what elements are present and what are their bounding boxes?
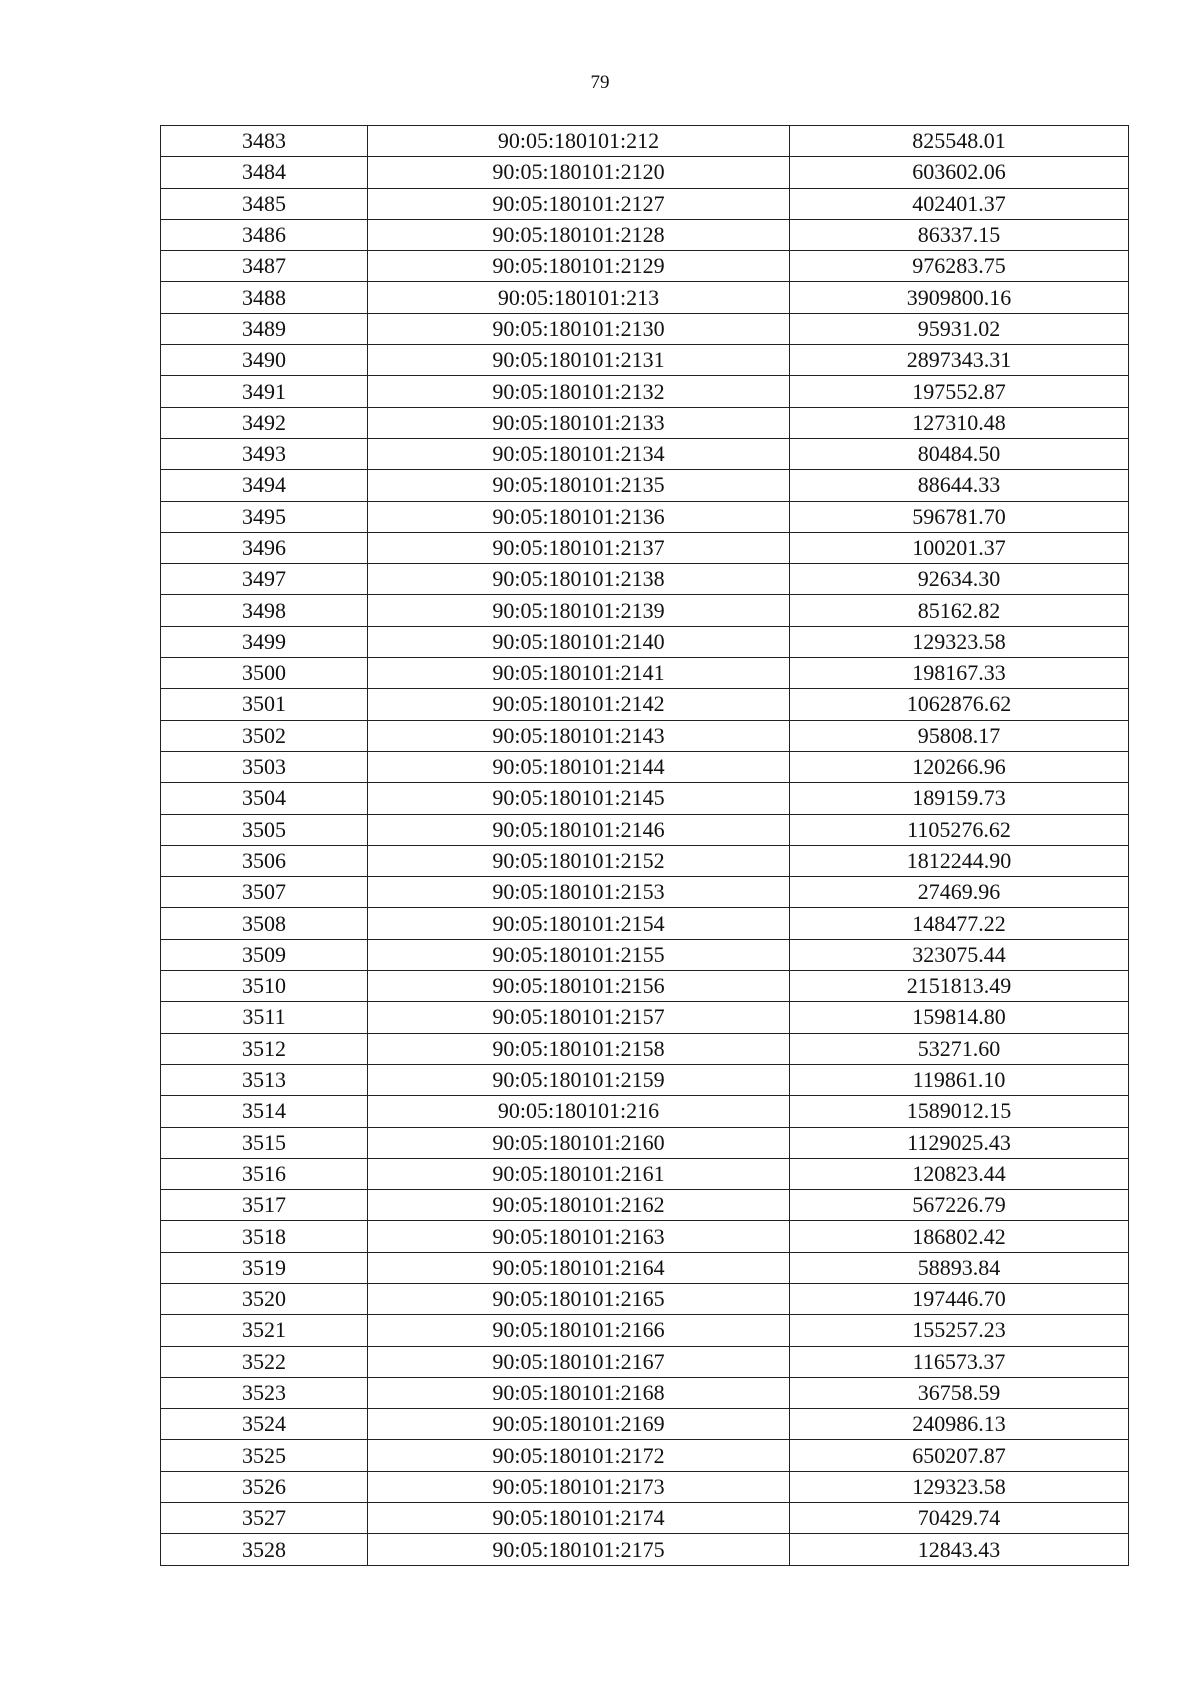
cadastral-number-cell: 90:05:180101:2145 [368, 783, 790, 814]
table-row [161, 595, 1129, 626]
table-row [161, 1377, 1129, 1408]
row-number-cell: 3523 [161, 1377, 368, 1408]
cadastral-value-cell: 323075.44 [790, 939, 1129, 970]
cadastral-value-cell: 2151813.49 [790, 971, 1129, 1002]
row-number-cell: 3513 [161, 1064, 368, 1095]
row-number-cell: 3517 [161, 1190, 368, 1221]
cadastral-number-cell: 90:05:180101:2160 [368, 1127, 790, 1158]
cadastral-number-cell: 90:05:180101:2144 [368, 751, 790, 782]
table-row [161, 877, 1129, 908]
row-number-cell: 3504 [161, 783, 368, 814]
table-row [161, 720, 1129, 751]
cadastral-value-cell: 1105276.62 [790, 814, 1129, 845]
row-number-cell: 3500 [161, 658, 368, 689]
table-row [161, 1064, 1129, 1095]
table-row [161, 1503, 1129, 1534]
cadastral-number-cell: 90:05:180101:2174 [368, 1503, 790, 1534]
row-number-cell: 3525 [161, 1440, 368, 1471]
cadastral-number-cell: 90:05:180101:2130 [368, 313, 790, 344]
table-row [161, 282, 1129, 313]
row-number-cell: 3509 [161, 939, 368, 970]
cadastral-number-cell: 90:05:180101:2138 [368, 564, 790, 595]
cadastral-value-cell: 116573.37 [790, 1346, 1129, 1377]
cadastral-value-cell: 402401.37 [790, 188, 1129, 219]
row-number-cell: 3518 [161, 1221, 368, 1252]
cadastral-value-cell: 240986.13 [790, 1409, 1129, 1440]
table-row [161, 126, 1129, 157]
cadastral-value-cell: 88644.33 [790, 470, 1129, 501]
table-row [161, 1409, 1129, 1440]
cadastral-number-cell: 90:05:180101:2175 [368, 1534, 790, 1565]
row-number-cell: 3492 [161, 407, 368, 438]
cadastral-number-cell: 90:05:180101:2129 [368, 251, 790, 282]
table-row [161, 626, 1129, 657]
row-number-cell: 3484 [161, 157, 368, 188]
cadastral-number-cell: 90:05:180101:2128 [368, 219, 790, 250]
row-number-cell: 3498 [161, 595, 368, 626]
cadastral-number-cell: 90:05:180101:2134 [368, 438, 790, 469]
row-number-cell: 3488 [161, 282, 368, 313]
row-number-cell: 3490 [161, 345, 368, 376]
row-number-cell: 3494 [161, 470, 368, 501]
cadastral-number-cell: 90:05:180101:2146 [368, 814, 790, 845]
row-number-cell: 3506 [161, 845, 368, 876]
cadastral-value-cell: 3909800.16 [790, 282, 1129, 313]
cadastral-number-cell: 90:05:180101:2152 [368, 845, 790, 876]
row-number-cell: 3522 [161, 1346, 368, 1377]
cadastral-value-cell: 159814.80 [790, 1002, 1129, 1033]
table-row [161, 251, 1129, 282]
table-row [161, 438, 1129, 469]
row-number-cell: 3508 [161, 908, 368, 939]
cadastral-number-cell: 90:05:180101:2161 [368, 1158, 790, 1189]
table-row [161, 658, 1129, 689]
row-number-cell: 3527 [161, 1503, 368, 1534]
cadastral-value-cell: 129323.58 [790, 1471, 1129, 1502]
cadastral-number-cell: 90:05:180101:2168 [368, 1377, 790, 1408]
cadastral-number-cell: 90:05:180101:2167 [368, 1346, 790, 1377]
cadastral-number-cell: 90:05:180101:2164 [368, 1252, 790, 1283]
cadastral-number-cell: 90:05:180101:216 [368, 1096, 790, 1127]
row-number-cell: 3499 [161, 626, 368, 657]
table-row [161, 1127, 1129, 1158]
cadastral-number-cell: 90:05:180101:2137 [368, 532, 790, 563]
cadastral-value-cell: 1589012.15 [790, 1096, 1129, 1127]
cadastral-value-cell: 825548.01 [790, 126, 1129, 157]
cadastral-value-cell: 36758.59 [790, 1377, 1129, 1408]
cadastral-value-cell: 2897343.31 [790, 345, 1129, 376]
table-row [161, 470, 1129, 501]
row-number-cell: 3511 [161, 1002, 368, 1033]
cadastral-number-cell: 90:05:180101:2120 [368, 157, 790, 188]
table-body [161, 126, 1129, 1566]
cadastral-value-cell: 12843.43 [790, 1534, 1129, 1565]
cadastral-value-cell: 198167.33 [790, 658, 1129, 689]
row-number-cell: 3510 [161, 971, 368, 1002]
cadastral-number-cell: 90:05:180101:2131 [368, 345, 790, 376]
table-row [161, 345, 1129, 376]
cadastral-number-cell: 90:05:180101:2127 [368, 188, 790, 219]
cadastral-number-cell: 90:05:180101:2143 [368, 720, 790, 751]
cadastral-value-cell: 197552.87 [790, 376, 1129, 407]
row-number-cell: 3526 [161, 1471, 368, 1502]
table-row [161, 1033, 1129, 1064]
row-number-cell: 3491 [161, 376, 368, 407]
cadastral-number-cell: 90:05:180101:2155 [368, 939, 790, 970]
row-number-cell: 3528 [161, 1534, 368, 1565]
table-row [161, 376, 1129, 407]
table-row [161, 219, 1129, 250]
cadastral-value-cell: 27469.96 [790, 877, 1129, 908]
cadastral-value-cell: 95931.02 [790, 313, 1129, 344]
table-row [161, 971, 1129, 1002]
cadastral-number-cell: 90:05:180101:2133 [368, 407, 790, 438]
cadastral-number-cell: 90:05:180101:2140 [368, 626, 790, 657]
table-row [161, 157, 1129, 188]
cadastral-value-cell: 127310.48 [790, 407, 1129, 438]
cadastral-value-cell: 85162.82 [790, 595, 1129, 626]
cadastral-value-cell: 92634.30 [790, 564, 1129, 595]
row-number-cell: 3483 [161, 126, 368, 157]
row-number-cell: 3496 [161, 532, 368, 563]
row-number-cell: 3519 [161, 1252, 368, 1283]
cadastral-number-cell: 90:05:180101:2135 [368, 470, 790, 501]
cadastral-value-cell: 70429.74 [790, 1503, 1129, 1534]
cadastral-value-cell: 1812244.90 [790, 845, 1129, 876]
cadastral-number-cell: 90:05:180101:2136 [368, 501, 790, 532]
cadastral-value-cell: 86337.15 [790, 219, 1129, 250]
cadastral-value-table [160, 125, 1129, 1566]
row-number-cell: 3524 [161, 1409, 368, 1440]
cadastral-value-cell: 120266.96 [790, 751, 1129, 782]
row-number-cell: 3521 [161, 1315, 368, 1346]
cadastral-number-cell: 90:05:180101:2154 [368, 908, 790, 939]
table-row [161, 908, 1129, 939]
cadastral-value-cell: 58893.84 [790, 1252, 1129, 1283]
cadastral-number-cell: 90:05:180101:2173 [368, 1471, 790, 1502]
table-row [161, 1252, 1129, 1283]
cadastral-number-cell: 90:05:180101:2166 [368, 1315, 790, 1346]
row-number-cell: 3516 [161, 1158, 368, 1189]
cadastral-value-cell: 53271.60 [790, 1033, 1129, 1064]
row-number-cell: 3502 [161, 720, 368, 751]
table-row [161, 751, 1129, 782]
cadastral-number-cell: 90:05:180101:2156 [368, 971, 790, 1002]
cadastral-number-cell: 90:05:180101:2159 [368, 1064, 790, 1095]
cadastral-number-cell: 90:05:180101:2142 [368, 689, 790, 720]
page-number: 79 [590, 72, 610, 93]
cadastral-value-cell: 567226.79 [790, 1190, 1129, 1221]
row-number-cell: 3495 [161, 501, 368, 532]
cadastral-value-cell: 95808.17 [790, 720, 1129, 751]
cadastral-number-cell: 90:05:180101:2158 [368, 1033, 790, 1064]
cadastral-number-cell: 90:05:180101:2163 [368, 1221, 790, 1252]
row-number-cell: 3497 [161, 564, 368, 595]
cadastral-number-cell: 90:05:180101:2132 [368, 376, 790, 407]
cadastral-value-cell: 186802.42 [790, 1221, 1129, 1252]
cadastral-number-cell: 90:05:180101:2141 [368, 658, 790, 689]
table-row [161, 814, 1129, 845]
table-row [161, 939, 1129, 970]
table-row [161, 532, 1129, 563]
cadastral-value-cell: 650207.87 [790, 1440, 1129, 1471]
table-row [161, 1221, 1129, 1252]
row-number-cell: 3512 [161, 1033, 368, 1064]
cadastral-number-cell: 90:05:180101:2172 [368, 1440, 790, 1471]
table-row [161, 1158, 1129, 1189]
row-number-cell: 3520 [161, 1283, 368, 1314]
row-number-cell: 3515 [161, 1127, 368, 1158]
table-row [161, 1346, 1129, 1377]
cadastral-number-cell: 90:05:180101:212 [368, 126, 790, 157]
cadastral-number-cell: 90:05:180101:2165 [368, 1283, 790, 1314]
cadastral-value-cell: 1062876.62 [790, 689, 1129, 720]
cadastral-number-cell: 90:05:180101:213 [368, 282, 790, 313]
cadastral-number-cell: 90:05:180101:2169 [368, 1409, 790, 1440]
cadastral-number-cell: 90:05:180101:2157 [368, 1002, 790, 1033]
table-row [161, 1190, 1129, 1221]
row-number-cell: 3503 [161, 751, 368, 782]
table-row [161, 564, 1129, 595]
table-row [161, 1283, 1129, 1314]
cadastral-value-cell: 1129025.43 [790, 1127, 1129, 1158]
table-row [161, 1471, 1129, 1502]
table-row [161, 1534, 1129, 1565]
table-row [161, 1002, 1129, 1033]
cadastral-value-cell: 603602.06 [790, 157, 1129, 188]
table-row [161, 1315, 1129, 1346]
cadastral-value-cell: 155257.23 [790, 1315, 1129, 1346]
cadastral-value-cell: 129323.58 [790, 626, 1129, 657]
cadastral-value-cell: 148477.22 [790, 908, 1129, 939]
cadastral-value-cell: 119861.10 [790, 1064, 1129, 1095]
table-row [161, 407, 1129, 438]
cadastral-number-cell: 90:05:180101:2153 [368, 877, 790, 908]
row-number-cell: 3486 [161, 219, 368, 250]
row-number-cell: 3501 [161, 689, 368, 720]
row-number-cell: 3493 [161, 438, 368, 469]
cadastral-value-cell: 80484.50 [790, 438, 1129, 469]
cadastral-value-cell: 120823.44 [790, 1158, 1129, 1189]
row-number-cell: 3505 [161, 814, 368, 845]
table-row [161, 1096, 1129, 1127]
cadastral-number-cell: 90:05:180101:2162 [368, 1190, 790, 1221]
table-row [161, 188, 1129, 219]
cadastral-value-cell: 596781.70 [790, 501, 1129, 532]
row-number-cell: 3489 [161, 313, 368, 344]
cadastral-value-cell: 189159.73 [790, 783, 1129, 814]
cadastral-value-cell: 197446.70 [790, 1283, 1129, 1314]
row-number-cell: 3507 [161, 877, 368, 908]
table-row [161, 845, 1129, 876]
row-number-cell: 3514 [161, 1096, 368, 1127]
cadastral-value-cell: 100201.37 [790, 532, 1129, 563]
row-number-cell: 3485 [161, 188, 368, 219]
cadastral-number-cell: 90:05:180101:2139 [368, 595, 790, 626]
table-row [161, 783, 1129, 814]
table-row [161, 689, 1129, 720]
cadastral-value-cell: 976283.75 [790, 251, 1129, 282]
table-row [161, 313, 1129, 344]
row-number-cell: 3487 [161, 251, 368, 282]
table-row [161, 1440, 1129, 1471]
table-row [161, 501, 1129, 532]
